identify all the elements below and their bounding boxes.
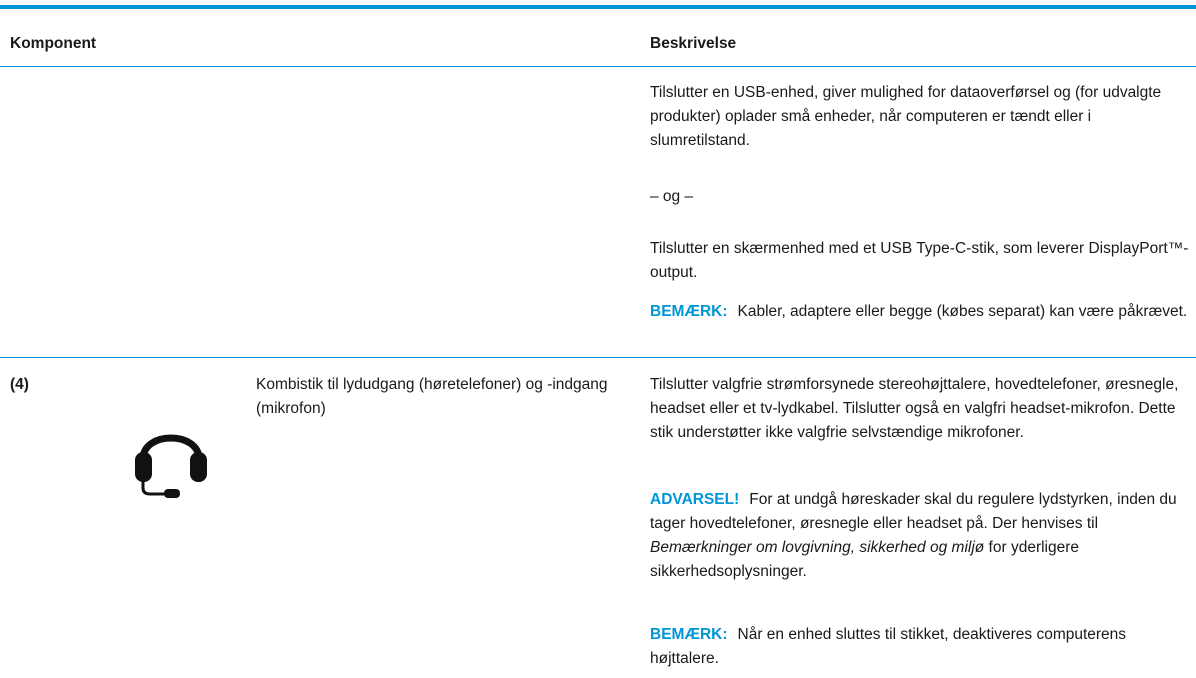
row1-description-3: Tilslutter en skærmenhed med et USB Type-C-stik, som leverer DisplayPort™-output. [650, 240, 1189, 281]
warning-text-after: for yderligere sikkerhedsoplysninger. [650, 539, 1080, 580]
row1-note [650, 300, 1190, 324]
note-label: BEMÆRK: [650, 303, 728, 320]
note-text: Kabler, adaptere eller begge (købes separat) kan være påkrævet. [737, 303, 1188, 320]
top-accent-bar [0, 0, 1196, 9]
header-component: Komponent [10, 35, 97, 52]
warning-label: ADVARSEL! [650, 491, 740, 508]
note-text: Når en enhed sluttes til stikket, deaktiveres computerens højttalere. [650, 626, 1127, 667]
note-label: BEMÆRK: [650, 626, 728, 643]
row1-description-1: Tilslutter en USB-enhed, giver mulighed for dataoverførsel og (for udvalgte produkter) oplader små enheder, når computeren er tændt eller i slumretilstand. [650, 84, 1162, 149]
header-divider [0, 66, 1196, 67]
row2-warning [650, 488, 1190, 584]
row2-component-name: Kombistik til lydudgang (høretelefoner) og -indgang (mikrofon) [256, 376, 608, 417]
row2-note [650, 623, 1190, 671]
top-accent-rule [0, 5, 1196, 9]
row1-description-2: – og – [650, 188, 694, 205]
header-description: Beskrivelse [650, 35, 737, 52]
warning-text-before: For at undgå høreskader skal du regulere lydstyrken, inden du tager hovedtelefoner, øresnegle eller headset på. Der henvises til [650, 491, 1177, 532]
row2-description: Tilslutter valgfrie strømforsynede stereohøjttalere, hovedtelefoner, øresnegle, headset eller et tv-lydkabel. Tilslutter også en valgfri headset-mikrofon. Dette stik understøtter ikke valgfrie selvstændige mikrofoner. [650, 376, 1179, 441]
row-divider [0, 357, 1196, 358]
warning-doc-title: Bemærkninger om lovgivning, sikkerhed og miljø [650, 539, 985, 556]
row2-number: (4) [10, 376, 29, 393]
headset-icon [133, 415, 209, 499]
